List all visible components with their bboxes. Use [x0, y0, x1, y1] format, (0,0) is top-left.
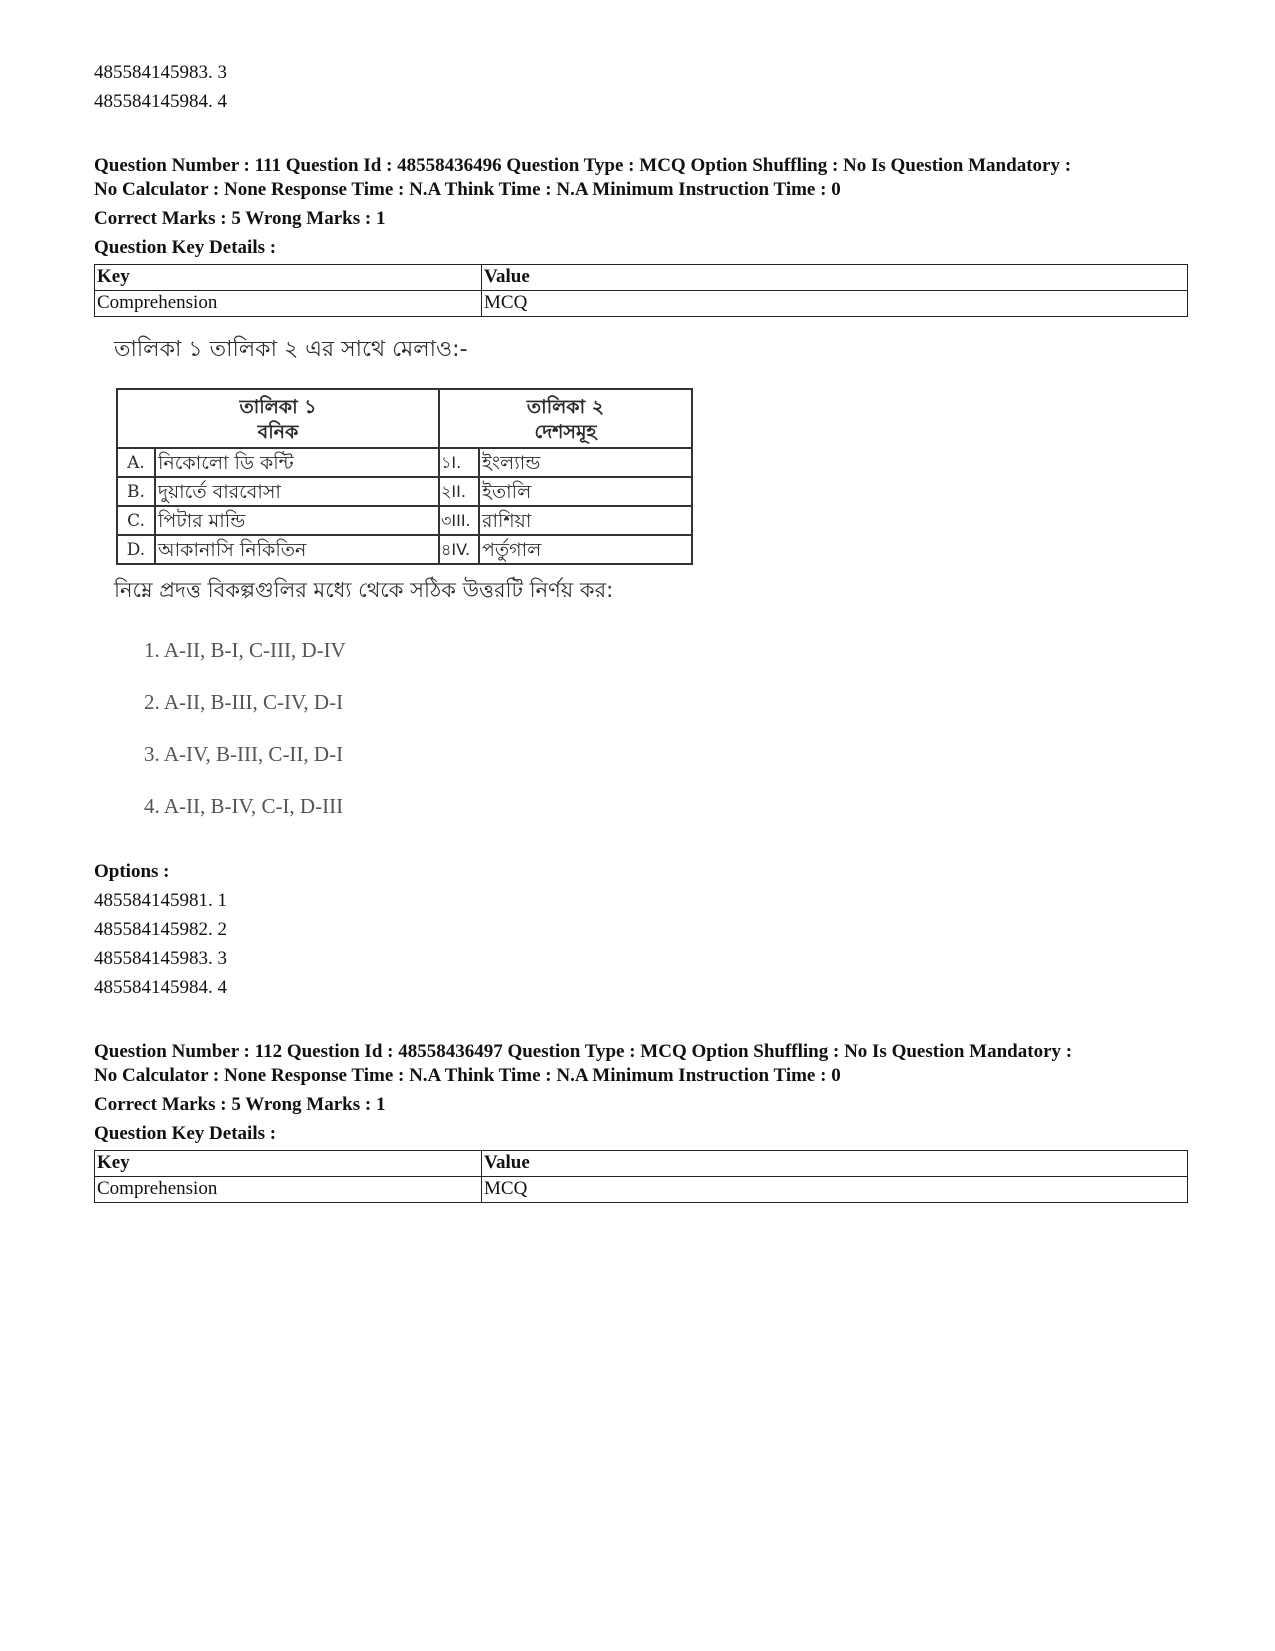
row-number: ২II.	[439, 477, 479, 506]
match-table	[116, 388, 693, 565]
table-row	[95, 1177, 1188, 1203]
option-line: 485584145983. 3	[94, 62, 227, 83]
row-number: ৩III.	[439, 506, 479, 535]
option-line: 485584145984. 4	[94, 977, 227, 998]
question-header-line2: No Calculator : None Response Time : N.A Think Time : N.A Minimum Instruction Time : 0	[94, 179, 841, 200]
merchant-name: পিটার মান্ডি	[155, 506, 439, 535]
answer-choice: 3. A-IV, B-III, C-II, D-I	[144, 742, 344, 766]
country-name: ইংল্যান্ড	[479, 448, 692, 477]
list1-subtitle: বনিক	[257, 420, 299, 443]
key-cell: Comprehension	[95, 291, 482, 317]
row-number: ১I.	[439, 448, 479, 477]
table-header-row	[95, 1151, 1188, 1177]
key-details-table	[94, 264, 1188, 317]
instruction-text: নিম্নে প্রদত্ত বিকল্পগুলির মধ্যে থেকে সঠিক উত্তরটি নির্ণয় কর:	[114, 578, 614, 602]
country-name: পর্তুগাল	[479, 535, 692, 564]
match-row	[117, 535, 692, 564]
question-header-line1: Question Number : 111 Question Id : 48558436496 Question Type : MCQ Option Shuffling : No Is Question Mandatory :	[94, 155, 1072, 176]
match-header-row	[117, 389, 692, 448]
list2-title: তালিকা ২	[526, 395, 605, 418]
question-image	[112, 335, 752, 857]
options-label: Options :	[94, 861, 170, 882]
match-row	[117, 477, 692, 506]
row-number: ৪IV.	[439, 535, 479, 564]
marks-line: Correct Marks : 5 Wrong Marks : 1	[94, 1094, 386, 1115]
merchant-name: দুয়ার্তে বারবোসা	[155, 477, 439, 506]
row-letter: B.	[117, 477, 155, 506]
key-header-cell: Key	[95, 265, 482, 291]
key-details-table	[94, 1150, 1188, 1203]
key-details-label: Question Key Details :	[94, 237, 277, 258]
row-letter: D.	[117, 535, 155, 564]
marks-line: Correct Marks : 5 Wrong Marks : 1	[94, 208, 386, 229]
answer-choice: 1. A-II, B-I, C-III, D-IV	[144, 638, 346, 662]
value-header-cell: Value	[482, 1151, 1188, 1177]
key-cell: Comprehension	[95, 1177, 482, 1203]
country-name: রাশিয়া	[479, 506, 692, 535]
row-letter: C.	[117, 506, 155, 535]
row-letter: A.	[117, 448, 155, 477]
answer-choice: 2. A-II, B-III, C-IV, D-I	[144, 690, 344, 714]
match-row	[117, 506, 692, 535]
answer-choice: 4. A-II, B-IV, C-I, D-III	[144, 794, 344, 818]
table-header-row	[95, 265, 1188, 291]
key-details-label: Question Key Details :	[94, 1123, 277, 1144]
value-header-cell: Value	[482, 265, 1188, 291]
list1-title: তালিকা ১	[239, 395, 317, 418]
merchant-name: নিকোলো ডি কন্টি	[155, 448, 439, 477]
value-cell: MCQ	[482, 1177, 1188, 1203]
list2-header	[439, 389, 692, 448]
question-title: তালিকা ১ তালিকা ২ এর সাথে মেলাও:-	[114, 337, 468, 362]
option-line: 485584145981. 1	[94, 890, 227, 911]
value-cell: MCQ	[482, 291, 1188, 317]
option-line: 485584145984. 4	[94, 91, 227, 112]
table-row	[95, 291, 1188, 317]
option-line: 485584145982. 2	[94, 919, 227, 940]
match-row	[117, 448, 692, 477]
question-112	[94, 1040, 1188, 1203]
question-header-line2: No Calculator : None Response Time : N.A Think Time : N.A Minimum Instruction Time : 0	[94, 1065, 841, 1086]
question-header-line1: Question Number : 112 Question Id : 48558436497 Question Type : MCQ Option Shuffling : No Is Question Mandatory :	[94, 1041, 1073, 1062]
country-name: ইতালি	[479, 477, 692, 506]
list1-header	[117, 389, 439, 448]
list2-subtitle: দেশসমূহ	[534, 420, 597, 443]
merchant-name: আকানাসি নিকিতিন	[155, 535, 439, 564]
option-line: 485584145983. 3	[94, 948, 227, 969]
document-page	[94, 58, 1188, 1203]
question-111	[94, 154, 1188, 1002]
key-header-cell: Key	[95, 1151, 482, 1177]
